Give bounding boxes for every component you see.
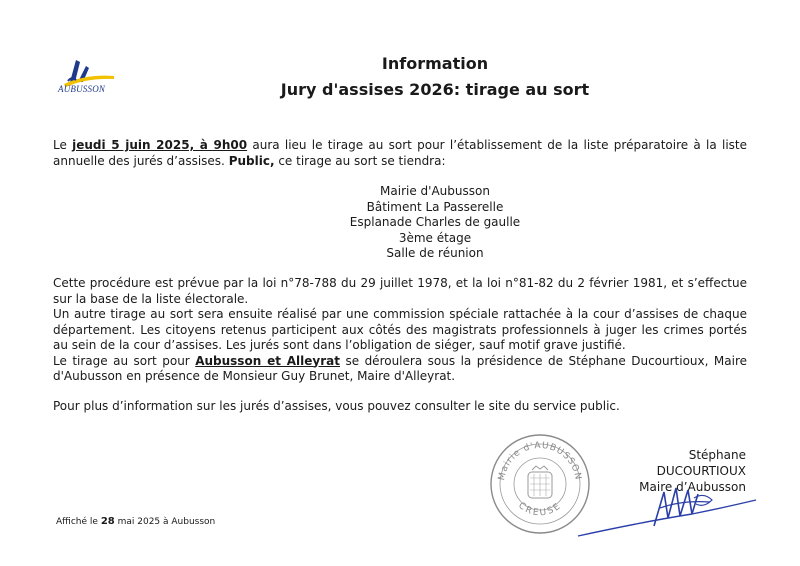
address-line: Mairie d'Aubusson [380, 184, 490, 198]
address-line: Esplanade Charles de gaulle [349, 215, 521, 229]
svg-text:CREUSE: CREUSE [516, 500, 564, 519]
procedure-sentence-commission: Un autre tirage au sort sera ensuite réalisé par une commission spéciale rattachée à la cour d’assises de chaque département. Les citoyens retenus participent aux côtés des magistrats professionnels à juger les crimes portés au sein de la cour d’assises. Les jurés sont dans l’obligation de siéger, sauf motif grave justifié. [53, 307, 747, 352]
posted-date: Affiché le 28 mai 2025 à Aubusson [56, 516, 216, 527]
signer-name: Stéphane DUCOURTIOUX [656, 448, 746, 478]
svg-text:Mairie d'AUBUSSON: Mairie d'AUBUSSON [497, 440, 583, 482]
signer-role: Maire d’Aubusson [639, 480, 746, 494]
event-date: jeudi 5 juin 2025, à 9h00 [72, 138, 248, 152]
address-block [200, 184, 670, 262]
page-title: Information [381, 54, 489, 73]
signature-icon [572, 478, 762, 544]
page-subtitle: Jury d'assises 2026: tirage au sort [280, 80, 590, 99]
communes-label: Aubusson et Alleyrat [195, 353, 340, 368]
intro-paragraph: Le jeudi 5 juin 2025, à 9h00 aura lieu le tirage au sort pour l’établissement de la liste préparatoire à la liste annuelle des jurés d’assises. Public, ce tirage au sort se tiendra: [53, 138, 747, 168]
procedure-paragraph [53, 276, 747, 385]
logo-text: AUBUSSON [58, 84, 106, 94]
address-line: Salle de réunion [386, 246, 484, 260]
procedure-sentence-law: Cette procédure est prévue par la loi n°78-788 du 29 juillet 1978, et la loi n°81-82 du 2 février 1981, et s’effectue sur la base de la liste électorale. [53, 276, 747, 306]
more-info-paragraph: Pour plus d’information sur les jurés d’assises, vous pouvez consulter le site du service public. [53, 399, 620, 413]
address-line: Bâtiment La Passerelle [366, 199, 504, 214]
address-line: 3ème étage [398, 230, 472, 245]
procedure-sentence-presidence: Le tirage au sort pour Aubusson et Alleyrat se déroulera sous la présidence de Stéphane Ducourtioux, Maire d'Aubusson en présence de Monsieur Guy Brunet, Maire d'Alleyrat. [53, 353, 748, 383]
public-label: Public, [228, 153, 275, 168]
